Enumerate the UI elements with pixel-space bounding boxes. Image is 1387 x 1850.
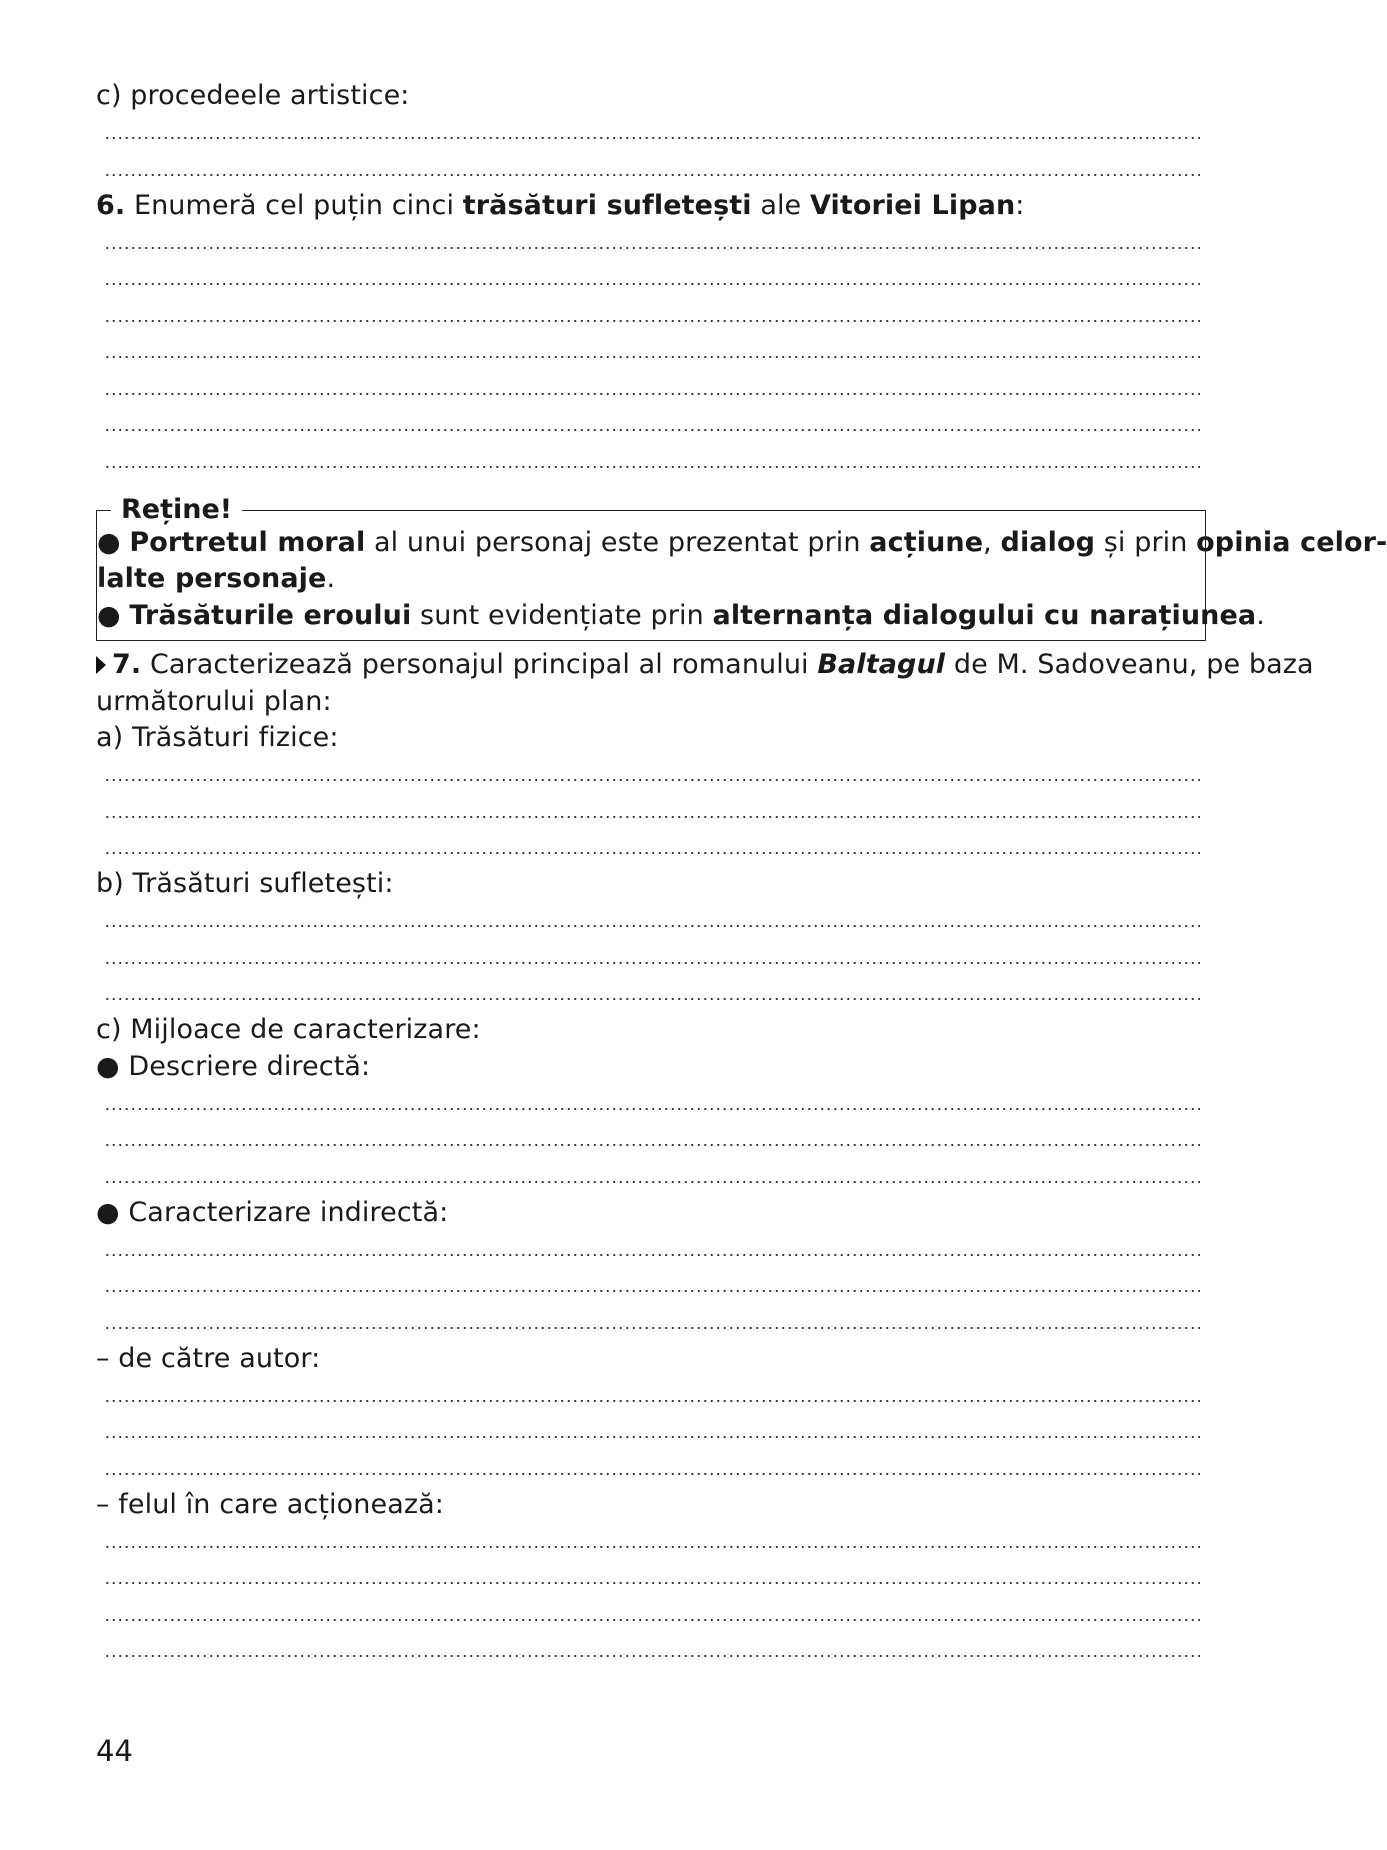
answer-line[interactable]: [96, 939, 1200, 976]
worksheet-page: [96, 78, 1387, 1669]
answer-line[interactable]: [96, 297, 1200, 334]
question-7-cont: următorului plan:: [96, 685, 332, 717]
answer-line[interactable]: [96, 1268, 1200, 1305]
answer-line[interactable]: [96, 1377, 1200, 1414]
answer-line[interactable]: [96, 1523, 1200, 1560]
answer-line[interactable]: [96, 151, 1200, 188]
question-6: 6. Enumeră cel puțin cinci trăsături sufletești ale Vitoriei Lipan:: [96, 189, 1025, 221]
plan-c-label: c) Mijloace de caracterizare:: [96, 1014, 481, 1045]
page-number: 44: [96, 1734, 133, 1768]
bullet-icon: ●: [97, 526, 121, 558]
answer-line[interactable]: [96, 1231, 1200, 1268]
answer-line[interactable]: [96, 1304, 1200, 1341]
answer-line[interactable]: [96, 903, 1200, 940]
plan-a-label: a) Trăsături fizice:: [96, 722, 339, 753]
indirect-label: ● Caracterizare indirectă:: [96, 1196, 449, 1228]
answer-line[interactable]: [96, 1158, 1200, 1195]
actions-label: – felul în care acționează:: [96, 1488, 444, 1520]
answer-line[interactable]: [96, 1122, 1200, 1159]
answer-line[interactable]: [96, 1560, 1200, 1597]
direct-label: ● Descriere directă:: [96, 1050, 371, 1082]
answer-line[interactable]: [96, 830, 1200, 867]
bullet-icon: ●: [96, 1196, 120, 1228]
bullet-icon: ●: [96, 1050, 120, 1082]
answer-line[interactable]: [96, 334, 1200, 371]
author-label: – de către autor:: [96, 1342, 321, 1374]
answer-line[interactable]: [96, 115, 1200, 152]
retine-title: Reține!: [111, 494, 242, 526]
retine-bullet-1: ● Portretul moral al unui personaj este prezentat prin acțiune, dialog și prin opinia celor-: [97, 526, 1387, 558]
triangle-marker-icon: [96, 656, 106, 674]
answer-line[interactable]: [96, 370, 1200, 407]
question-7: 7. Caracterizează personajul principal al romanului Baltagul de M. Sadoveanu, pe baza: [96, 647, 1200, 684]
bullet-icon: ●: [97, 599, 121, 631]
retine-bullet-2: ● Trăsăturile eroului sunt evidențiate prin alternanța dialogului cu narațiunea.: [97, 599, 1265, 631]
retine-box: [96, 493, 1387, 642]
answer-line[interactable]: [96, 1414, 1200, 1451]
answer-line[interactable]: [96, 1085, 1200, 1122]
answer-line[interactable]: [96, 443, 1200, 480]
answer-line[interactable]: [96, 224, 1200, 261]
section-c-label: c) procedeele artistice:: [96, 80, 410, 111]
plan-b-label: b) Trăsături sufletești:: [96, 868, 394, 899]
answer-line[interactable]: [96, 976, 1200, 1013]
answer-line[interactable]: [96, 1450, 1200, 1487]
answer-line[interactable]: [96, 407, 1200, 444]
retine-bullet-1-cont: lalte personaje.: [97, 563, 336, 594]
answer-line[interactable]: [96, 1596, 1200, 1633]
answer-line[interactable]: [96, 793, 1200, 830]
answer-line[interactable]: [96, 1633, 1200, 1670]
answer-line[interactable]: [96, 757, 1200, 794]
answer-line[interactable]: [96, 261, 1200, 298]
